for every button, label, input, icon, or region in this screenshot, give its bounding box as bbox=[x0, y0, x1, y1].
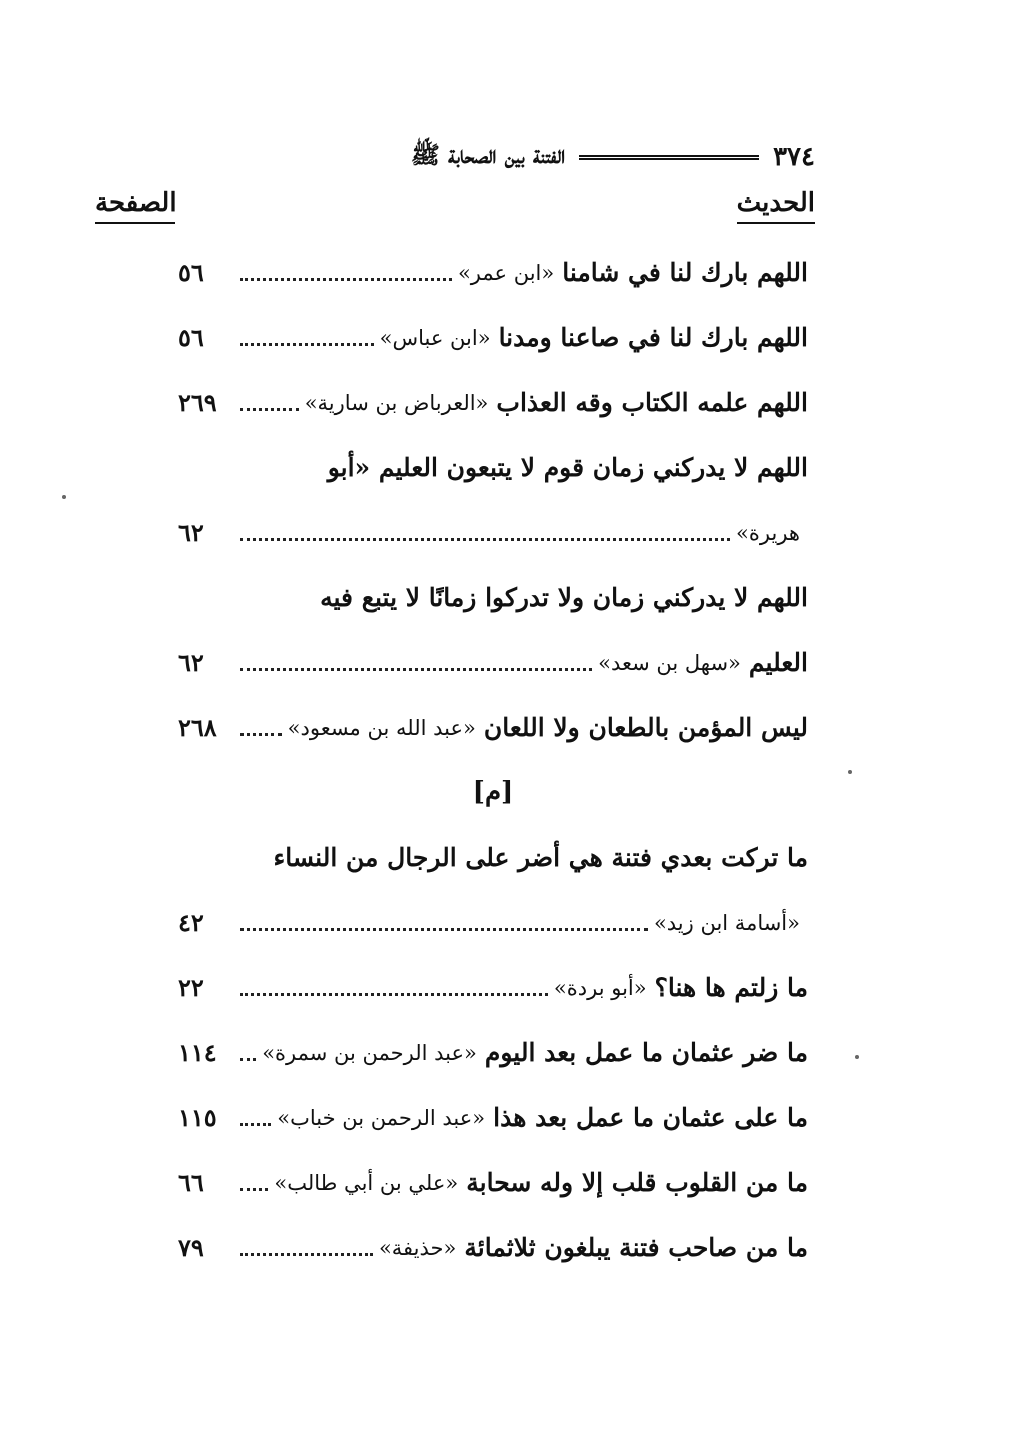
leader-dots bbox=[240, 1239, 373, 1256]
index-entry bbox=[178, 305, 808, 370]
leader-dots bbox=[240, 914, 648, 931]
entry-page: ١١٤ bbox=[178, 1038, 217, 1067]
entry-text: ما على عثمان ما عمل بعد هذا bbox=[493, 1103, 808, 1132]
leader-dots bbox=[240, 329, 374, 346]
entry-narrator: «عبد الرحمن بن خباب» bbox=[277, 1105, 486, 1130]
entry-text: ما من صاحب فتنة يبلغون ثلاثمائة bbox=[464, 1233, 808, 1262]
index-entry bbox=[178, 1020, 808, 1085]
header-rule bbox=[579, 155, 759, 160]
running-head bbox=[95, 138, 815, 176]
entry-narrator: «علي بن أبي طالب» bbox=[274, 1170, 459, 1195]
entry-page: ٢٢ bbox=[178, 973, 204, 1002]
leader-dots bbox=[240, 524, 730, 541]
entry-page: ٦٦ bbox=[178, 1168, 204, 1197]
entry-page: ٤٢ bbox=[178, 908, 204, 937]
entry-page: ٥٦ bbox=[178, 323, 204, 352]
entry-page: ٦٢ bbox=[178, 518, 204, 547]
entry-text: اللهم بارك لنا في شامنا bbox=[562, 258, 808, 287]
index-entry-continuation bbox=[178, 630, 808, 695]
leader-dots bbox=[240, 979, 548, 996]
page-number: ٣٧٤ bbox=[773, 142, 815, 172]
index-entries bbox=[178, 240, 808, 1280]
index-entry bbox=[178, 240, 808, 305]
entry-narrator: «سهل بن سعد» bbox=[598, 650, 741, 675]
book-title: الفتنة بين الصحابة ﷺ bbox=[410, 139, 566, 169]
index-entry bbox=[178, 1150, 808, 1215]
column-headers bbox=[95, 188, 815, 232]
entry-page: ٢٦٩ bbox=[178, 388, 217, 417]
scan-speck bbox=[848, 770, 852, 774]
entry-text: العليم bbox=[748, 648, 808, 677]
entry-narrator: «ابن عباس» bbox=[379, 325, 491, 350]
entry-page: ١١٥ bbox=[178, 1103, 217, 1132]
entry-page: ٢٦٨ bbox=[178, 713, 217, 742]
leader-dots bbox=[240, 654, 592, 671]
entry-text: اللهم لا يدركني زمان ولا تدركوا زمانًا لا يتبع فيه bbox=[320, 583, 808, 612]
leader-dots bbox=[240, 1109, 271, 1126]
entry-text: ما زلتم ها هنا؟ bbox=[654, 973, 808, 1002]
entry-page: ٧٩ bbox=[178, 1233, 204, 1262]
entry-narrator: «عبد الله بن مسعود» bbox=[287, 715, 476, 740]
entry-narrator: «ابن عمر» bbox=[457, 260, 555, 285]
index-entry bbox=[178, 695, 808, 760]
leader-dots bbox=[240, 264, 452, 281]
column-header-page: الصفحة bbox=[95, 188, 175, 224]
entry-text: ما من القلوب قلب إلا وله سحابة bbox=[466, 1168, 808, 1197]
entry-page: ٦٢ bbox=[178, 648, 204, 677]
entry-narrator: «حذيفة» bbox=[378, 1235, 457, 1260]
entry-page: ٥٦ bbox=[178, 258, 204, 287]
scan-speck bbox=[855, 1055, 859, 1059]
entry-text: اللهم علمه الكتاب وقه العذاب bbox=[496, 388, 808, 417]
section-letter-heading: [م] bbox=[472, 777, 514, 807]
entry-text: اللهم بارك لنا في صاعنا ومدنا bbox=[498, 323, 808, 352]
entry-text: اللهم لا يدركني زمان قوم لا يتبعون العليم «أبو bbox=[327, 453, 808, 482]
index-entry bbox=[178, 370, 808, 435]
index-entry bbox=[178, 1215, 808, 1280]
entry-text: ليس المؤمن بالطعان ولا اللعان bbox=[483, 713, 808, 742]
leader-dots bbox=[240, 719, 282, 736]
index-entry bbox=[178, 825, 808, 890]
leader-dots bbox=[240, 1044, 256, 1061]
index-entry-continuation bbox=[178, 890, 808, 955]
index-entry-continuation bbox=[178, 500, 808, 565]
entry-narrator: «أسامة ابن زيد» bbox=[653, 910, 800, 935]
entry-text: ما ضر عثمان ما عمل بعد اليوم bbox=[484, 1038, 808, 1067]
entry-narrator: «أبو بردة» bbox=[553, 975, 647, 1000]
scan-speck bbox=[62, 495, 66, 499]
leader-dots bbox=[240, 394, 299, 411]
index-entry bbox=[178, 435, 808, 500]
index-entry bbox=[178, 565, 808, 630]
index-entry bbox=[178, 955, 808, 1020]
entry-narrator: هريرة» bbox=[736, 520, 800, 545]
entry-text: ما تركت بعدي فتنة هي أضر على الرجال من النساء bbox=[273, 843, 808, 872]
leader-dots bbox=[240, 1174, 268, 1191]
index-entry bbox=[178, 1085, 808, 1150]
column-header-hadith: الحديث bbox=[737, 188, 815, 224]
entry-narrator: «العرباض بن سارية» bbox=[304, 390, 489, 415]
entry-narrator: «عبد الرحمن بن سمرة» bbox=[262, 1040, 477, 1065]
